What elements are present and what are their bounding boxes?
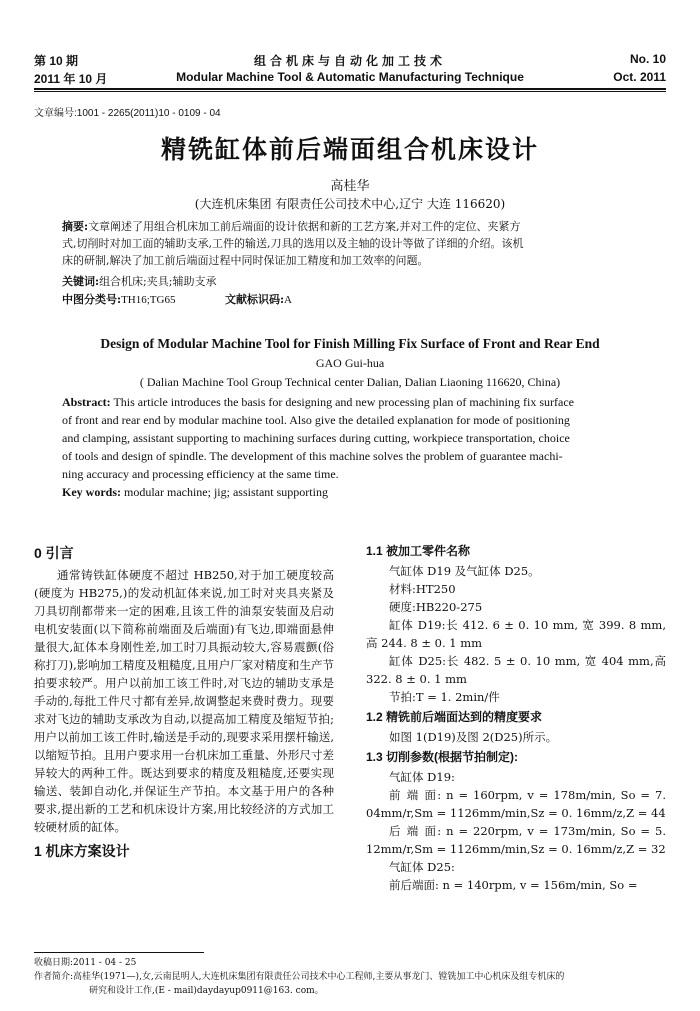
subsection-1-3-heading: 1.3 切削参数(根据节拍制定): — [366, 750, 519, 764]
header-rule-thick — [34, 88, 666, 90]
dimensions-d19: 缸体 D19:长 412. 6 ± 0. 10 mm, 宽 399. 8 mm,高 244. 8 ± 0. 1 mm — [366, 618, 666, 650]
affiliation-en: ( Dalian Machine Tool Group Technical center Dalian, Dalian Liaoning 116620, China) — [139, 375, 561, 389]
author-bio-line: 作者简介:高桂华(1971—),女,云南昆明人,大连机床集团有限责任公司技术中心工程师,主要从事龙门、镗铣加工中心机床及组专机床的 — [34, 972, 565, 982]
right-column — [366, 540, 666, 894]
keywords-en-label: Key words: — [62, 485, 121, 499]
affiliation-cn: (大连机床集团 有限责任公司技术中心,辽宁 大连 116620) — [194, 197, 506, 211]
subsection-1-1-heading: 1.1 被加工零件名称 — [366, 544, 471, 558]
doc-code-label: 文献标识码: — [224, 293, 285, 306]
issue-date-en: Oct. 2011 — [613, 70, 666, 84]
cylinder-d19-label: 气缸体 D19: — [389, 770, 455, 784]
part-names: 气缸体 D19 及气缸体 D25。 — [389, 564, 540, 578]
cylinder-d25-label: 气缸体 D25: — [389, 860, 455, 874]
keywords-cn — [62, 273, 216, 289]
dimensions-d25: 缸体 D25:长 482. 5 ± 0. 10 mm, 宽 404 mm,高 322. 8 ± 0. 1 mm — [366, 654, 666, 686]
front-rear-face-params: 前后端面: n = 140rpm, v = 156m/min, So = — [389, 878, 638, 892]
abstract-en-line: and clamping, assistant supporting to machining surfaces during cutting, workpiece transportation, choice — [62, 431, 570, 445]
author-en: GAO Gui-hua — [315, 356, 385, 370]
subsection-1-2-heading: 1.2 精铣前后端面达到的精度要求 — [366, 710, 543, 724]
clc-label: 中图分类号: — [62, 293, 122, 306]
figure-reference: 如图 1(D19)及图 2(D25)所示。 — [389, 730, 558, 744]
front-face-params: 前 端 面: n = 160rpm, v = 178m/min, So = 7. 04mm/r,Sm = 1126mm/min,Sz = 0. 16mm/z,Z = 44 — [366, 788, 666, 820]
abstract-cn-line: 式,切削时对加工面的辅助支承,工件的输送,刀具的选用以及主轴的设计等做了详细的介绍。该机 — [62, 237, 524, 250]
abstract-cn-line: 床的研制,解决了加工前后端面过程中同时保证加工精度和加工效率的问题。 — [62, 254, 429, 267]
left-column — [34, 540, 334, 864]
abstract-en-line: This article introduces the basis for designing and new processing plan of machining fix surface — [113, 395, 574, 409]
abstract-en-line: of front and rear end by modular machine tool. Also give the detailed explanation for mode of positioning — [62, 413, 570, 427]
doc-code: A — [284, 294, 292, 306]
keywords-en-text: modular machine; jig; assistant supporting — [124, 485, 328, 499]
rear-face-params: 后 端 面: n = 220rpm, v = 173m/min, So = 5. 12mm/r,Sm = 1126mm/min,Sz = 0. 16mm/z,Z = 32 — [366, 824, 666, 856]
issue-number-en: No. 10 — [629, 52, 666, 66]
abstract-cn-line: 文章阐述了用组合机床加工前后端面的设计依据和新的工艺方案,并对工件的定位、夹紧方 — [88, 220, 521, 233]
abstract-en-line: ning accuracy and processing efficiency at the same time. — [62, 467, 339, 481]
keywords-cn-text: 组合机床;夹具;辅助支承 — [99, 275, 217, 288]
footnote-rule — [34, 952, 204, 953]
section-0-heading: 0 引言 — [34, 545, 74, 561]
abstract-cn — [62, 218, 642, 269]
received-date: 收稿日期:2011 - 04 - 25 — [34, 958, 137, 968]
issue-number-cn: 第 10 期 — [34, 54, 79, 68]
cycle-time: 节拍:T = 1. 2min/件 — [389, 690, 500, 704]
introduction-paragraph: 通常铸铁缸体硬度不超过 HB250,对于加工硬度较高(硬度为 HB275,)的发动机缸体来说,加工时对夹具夹紧及刀具切削都带来一定的困难,且该工件的油泵安装面及启动电机安装面(以下简称前端面及后端面)有飞边,即端面悬伸量很大,缸体本身刚性差,加工时刀具振动较大,容易震颤(俗称打刀),影响加工精度及粗糙度,且用户厂家对精度和生产节拍要求较严。用户以前加工该工件时,对飞边的辅助支承是手动的,每批工件尺寸都有差异,故调整起来费时费力。现要求对飞边的辅助支承改为自动,以提高加工精度及缩短节拍;用户以前加工该工件时,输送是手动的,现要求采用摆杆输送,以缩短节拍。且用户要求用一台机床加工重量、外形尺寸差异较大的两种工件。既达到要求的精度及粗糙度,还要实现输送、装卸自动化,并保证生产节拍。本文基于用户的各种要求,提出新的工艺和机床设计方案,用比较经济的方式加工较硬材质的缸体。 — [34, 568, 334, 834]
keywords-cn-label: 关键词: — [62, 275, 100, 288]
article-title-en: Design of Modular Machine Tool for Finish Milling Fix Surface of Front and Rear End — [100, 336, 600, 351]
clc-code: TH16;TG65 — [121, 294, 176, 306]
author-cn: 高桂华 — [330, 179, 370, 194]
material: 材料:HT250 — [389, 582, 456, 596]
abstract-cn-label: 摘要: — [62, 220, 89, 233]
abstract-en-label: Abstract: — [62, 395, 111, 409]
abstract-en — [62, 393, 642, 483]
keywords-en — [62, 485, 328, 500]
journal-title-en: Modular Machine Tool & Automatic Manufacturing Technique — [176, 70, 524, 84]
abstract-en-line: of tools and design of spindle. The development of this machine solves the problem of guarantee machi- — [62, 449, 563, 463]
article-number: 文章编号:1001 - 2265(2011)10 - 0109 - 04 — [34, 108, 221, 119]
journal-title-cn: 组合机床与自动化加工技术 — [253, 54, 446, 68]
section-1-heading: 1 机床方案设计 — [34, 843, 130, 859]
header-rule-thin — [34, 91, 666, 92]
article-title-cn: 精铣缸体前后端面组合机床设计 — [160, 135, 539, 164]
issue-date-cn: 2011 年 10 月 — [34, 72, 108, 86]
classification-line — [62, 291, 292, 307]
hardness: 硬度:HB220-275 — [389, 600, 483, 614]
author-bio-line: 研究和设计工作,(E - mail)daydayup0911@163. com。 — [89, 986, 324, 996]
footnote — [34, 956, 666, 998]
